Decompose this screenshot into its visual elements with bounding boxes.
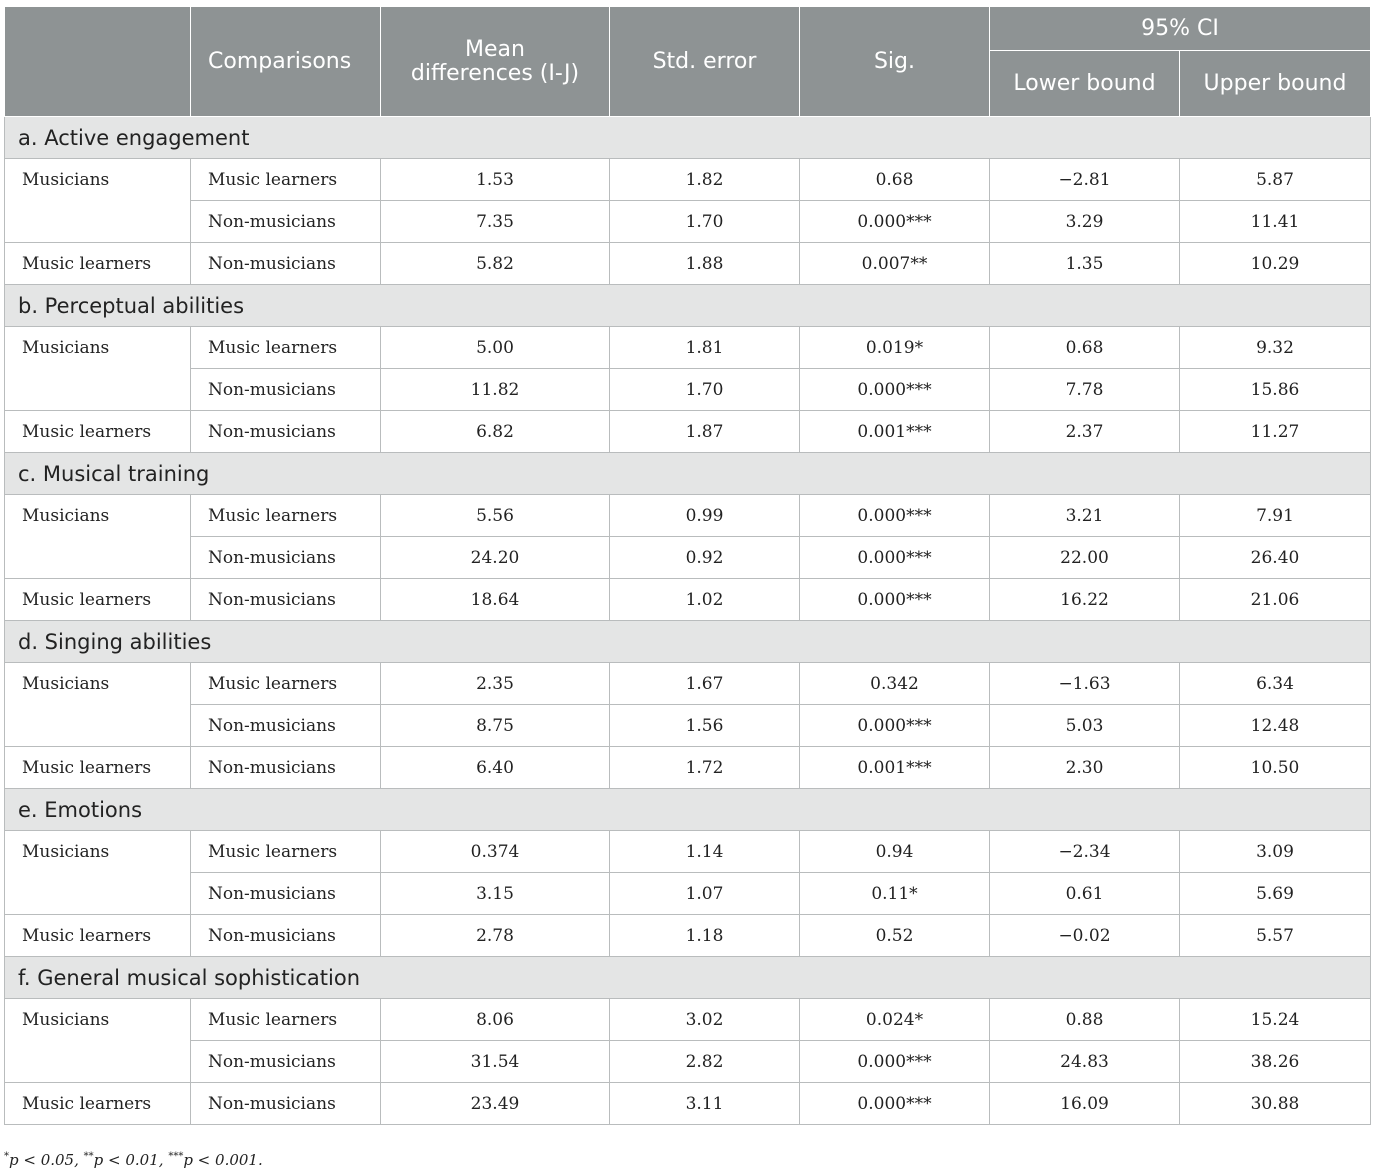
header-std-error: Std. error (610, 7, 800, 117)
upper-bound-cell: 30.88 (1180, 1083, 1371, 1125)
group-cell: Musicians (5, 663, 191, 747)
mean-diff-cell: 3.15 (381, 873, 610, 915)
mean-diff-cell: 23.49 (381, 1083, 610, 1125)
comparison-cell: Non-musicians (191, 537, 381, 579)
section-row (5, 957, 1371, 999)
comparison-cell: Non-musicians (191, 915, 381, 957)
group-cell: Music learners (5, 747, 191, 789)
comparison-cell: Non-musicians (191, 873, 381, 915)
table-row (5, 831, 1371, 873)
table-body (5, 117, 1371, 1125)
section-row (5, 621, 1371, 663)
table-row (5, 915, 1371, 957)
table-row (5, 663, 1371, 705)
comparison-cell: Non-musicians (191, 579, 381, 621)
sig-cell: 0.000*** (800, 201, 990, 243)
mean-diff-cell: 6.82 (381, 411, 610, 453)
table-row (5, 201, 1371, 243)
mean-diff-cell: 7.35 (381, 201, 610, 243)
upper-bound-cell: 3.09 (1180, 831, 1371, 873)
header-95-ci: 95% CI (990, 7, 1371, 51)
group-cell: Music learners (5, 243, 191, 285)
lower-bound-cell: 0.68 (990, 327, 1180, 369)
mean-diff-cell: 18.64 (381, 579, 610, 621)
table-row (5, 411, 1371, 453)
section-row (5, 453, 1371, 495)
sig-cell: 0.001*** (800, 747, 990, 789)
upper-bound-cell: 21.06 (1180, 579, 1371, 621)
group-cell: Music learners (5, 1083, 191, 1125)
group-cell: Music learners (5, 411, 191, 453)
sig-cell: 0.000*** (800, 495, 990, 537)
sig-cell: 0.11* (800, 873, 990, 915)
sig-cell: 0.94 (800, 831, 990, 873)
mean-diff-cell: 8.06 (381, 999, 610, 1041)
sig-cell: 0.52 (800, 915, 990, 957)
section-title: b. Perceptual abilities (5, 285, 1371, 327)
sig-cell: 0.68 (800, 159, 990, 201)
std-error-cell: 0.99 (610, 495, 800, 537)
section-title: f. General musical sophistication (5, 957, 1371, 999)
upper-bound-cell: 10.50 (1180, 747, 1371, 789)
sig-cell: 0.000*** (800, 537, 990, 579)
upper-bound-cell: 12.48 (1180, 705, 1371, 747)
std-error-cell: 0.92 (610, 537, 800, 579)
lower-bound-cell: 22.00 (990, 537, 1180, 579)
sig-cell: 0.000*** (800, 369, 990, 411)
header-mean-differences (381, 7, 610, 117)
comparison-cell: Non-musicians (191, 201, 381, 243)
group-cell: Musicians (5, 327, 191, 411)
std-error-cell: 1.87 (610, 411, 800, 453)
table-row (5, 369, 1371, 411)
table-row (5, 747, 1371, 789)
lower-bound-cell: −2.34 (990, 831, 1180, 873)
table-row (5, 999, 1371, 1041)
lower-bound-cell: 0.88 (990, 999, 1180, 1041)
footnote: *p < 0.05, **p < 0.01, ***p < 0.001. (4, 1151, 263, 1169)
section-row (5, 117, 1371, 159)
std-error-cell: 1.14 (610, 831, 800, 873)
mean-diff-cell: 1.53 (381, 159, 610, 201)
comparison-cell: Music learners (191, 159, 381, 201)
comparison-cell: Music learners (191, 663, 381, 705)
comparison-cell: Non-musicians (191, 747, 381, 789)
lower-bound-cell: −0.02 (990, 915, 1180, 957)
mean-diff-cell: 6.40 (381, 747, 610, 789)
lower-bound-cell: 2.37 (990, 411, 1180, 453)
upper-bound-cell: 11.27 (1180, 411, 1371, 453)
comparison-cell: Non-musicians (191, 705, 381, 747)
header-lower-bound: Lower bound (990, 51, 1180, 117)
upper-bound-cell: 5.69 (1180, 873, 1371, 915)
group-cell: Music learners (5, 915, 191, 957)
header-mean-line2: differences (I-J) (410, 60, 580, 86)
header-group-cell (5, 7, 191, 117)
group-cell: Musicians (5, 159, 191, 243)
header-upper-bound: Upper bound (1180, 51, 1371, 117)
std-error-cell: 1.70 (610, 369, 800, 411)
table-row (5, 579, 1371, 621)
mean-diff-cell: 5.82 (381, 243, 610, 285)
lower-bound-cell: −1.63 (990, 663, 1180, 705)
lower-bound-cell: 16.22 (990, 579, 1180, 621)
upper-bound-cell: 15.24 (1180, 999, 1371, 1041)
std-error-cell: 3.11 (610, 1083, 800, 1125)
table-header (5, 7, 1371, 117)
section-title: d. Singing abilities (5, 621, 1371, 663)
std-error-cell: 1.81 (610, 327, 800, 369)
std-error-cell: 2.82 (610, 1041, 800, 1083)
table-row (5, 705, 1371, 747)
sig-cell: 0.342 (800, 663, 990, 705)
upper-bound-cell: 10.29 (1180, 243, 1371, 285)
lower-bound-cell: 1.35 (990, 243, 1180, 285)
mean-diff-cell: 24.20 (381, 537, 610, 579)
group-cell: Musicians (5, 831, 191, 915)
table-row (5, 873, 1371, 915)
upper-bound-cell: 5.57 (1180, 915, 1371, 957)
upper-bound-cell: 9.32 (1180, 327, 1371, 369)
section-row (5, 285, 1371, 327)
lower-bound-cell: 7.78 (990, 369, 1180, 411)
comparison-cell: Non-musicians (191, 1083, 381, 1125)
mean-diff-cell: 5.00 (381, 327, 610, 369)
footnote-p2: p < 0.01, (93, 1151, 164, 1169)
table-row (5, 243, 1371, 285)
table-row (5, 159, 1371, 201)
comparison-cell: Music learners (191, 495, 381, 537)
comparison-cell: Non-musicians (191, 369, 381, 411)
group-cell: Music learners (5, 579, 191, 621)
upper-bound-cell: 11.41 (1180, 201, 1371, 243)
lower-bound-cell: 2.30 (990, 747, 1180, 789)
sig-cell: 0.000*** (800, 579, 990, 621)
lower-bound-cell: 3.21 (990, 495, 1180, 537)
table-row (5, 537, 1371, 579)
lower-bound-cell: 5.03 (990, 705, 1180, 747)
lower-bound-cell: 3.29 (990, 201, 1180, 243)
comparison-cell: Music learners (191, 831, 381, 873)
comparison-cell: Non-musicians (191, 411, 381, 453)
std-error-cell: 3.02 (610, 999, 800, 1041)
sig-cell: 0.019* (800, 327, 990, 369)
mean-diff-cell: 11.82 (381, 369, 610, 411)
mean-diff-cell: 0.374 (381, 831, 610, 873)
mean-diff-cell: 31.54 (381, 1041, 610, 1083)
section-row (5, 789, 1371, 831)
sig-cell: 0.000*** (800, 705, 990, 747)
sig-cell: 0.024* (800, 999, 990, 1041)
lower-bound-cell: −2.81 (990, 159, 1180, 201)
sig-cell: 0.001*** (800, 411, 990, 453)
std-error-cell: 1.18 (610, 915, 800, 957)
lower-bound-cell: 24.83 (990, 1041, 1180, 1083)
sig-cell: 0.000*** (800, 1083, 990, 1125)
std-error-cell: 1.07 (610, 873, 800, 915)
std-error-cell: 1.02 (610, 579, 800, 621)
upper-bound-cell: 38.26 (1180, 1041, 1371, 1083)
section-title: a. Active engagement (5, 117, 1371, 159)
upper-bound-cell: 6.34 (1180, 663, 1371, 705)
upper-bound-cell: 7.91 (1180, 495, 1371, 537)
section-title: e. Emotions (5, 789, 1371, 831)
std-error-cell: 1.56 (610, 705, 800, 747)
footnote-p3: p < 0.001. (183, 1151, 263, 1169)
mean-diff-cell: 2.78 (381, 915, 610, 957)
std-error-cell: 1.82 (610, 159, 800, 201)
std-error-cell: 1.70 (610, 201, 800, 243)
sig-cell: 0.000*** (800, 1041, 990, 1083)
sig-cell: 0.007** (800, 243, 990, 285)
std-error-cell: 1.88 (610, 243, 800, 285)
upper-bound-cell: 15.86 (1180, 369, 1371, 411)
table-row (5, 495, 1371, 537)
lower-bound-cell: 16.09 (990, 1083, 1180, 1125)
upper-bound-cell: 26.40 (1180, 537, 1371, 579)
comparison-cell: Music learners (191, 999, 381, 1041)
mean-diff-cell: 8.75 (381, 705, 610, 747)
header-mean-line1: Mean (465, 36, 525, 62)
mean-diff-cell: 2.35 (381, 663, 610, 705)
footnote-p1: p < 0.05, (9, 1151, 79, 1169)
comparison-cell: Non-musicians (191, 1041, 381, 1083)
mean-diff-cell: 5.56 (381, 495, 610, 537)
table-row (5, 327, 1371, 369)
upper-bound-cell: 5.87 (1180, 159, 1371, 201)
table-row (5, 1083, 1371, 1125)
comparison-cell: Music learners (191, 327, 381, 369)
header-sig: Sig. (800, 7, 990, 117)
section-title: c. Musical training (5, 453, 1371, 495)
lower-bound-cell: 0.61 (990, 873, 1180, 915)
comparison-cell: Non-musicians (191, 243, 381, 285)
std-error-cell: 1.72 (610, 747, 800, 789)
group-cell: Musicians (5, 999, 191, 1083)
group-cell: Musicians (5, 495, 191, 579)
std-error-cell: 1.67 (610, 663, 800, 705)
table-row (5, 1041, 1371, 1083)
comparison-table (4, 6, 1371, 1125)
header-comparisons: Comparisons (191, 7, 381, 117)
